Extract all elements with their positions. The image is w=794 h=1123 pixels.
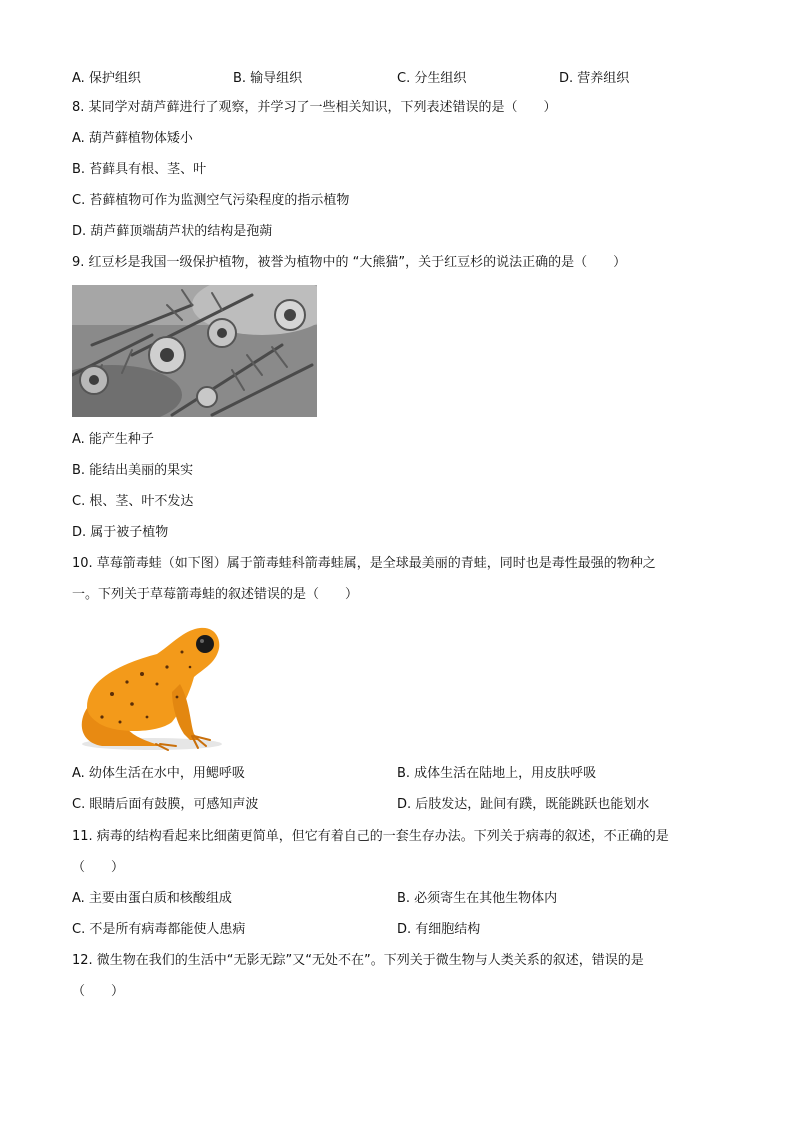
q7-option-c: C. 分生组织 (397, 71, 467, 86)
q8-option-c: C. 苔藓植物可作为监测空气污染程度的指示植物 (72, 193, 350, 208)
q7-option-d: D. 营养组织 (559, 71, 630, 86)
q11-stem-line2: （ ） (72, 860, 125, 875)
q7-option-b: B. 输导组织 (233, 71, 303, 86)
q9-option-a: A. 能产生种子 (72, 432, 154, 447)
q12-stem-line2: （ ） (72, 984, 125, 999)
q11-option-b: B. 必须寄生在其他生物体内 (397, 891, 558, 906)
q11-option-c: C. 不是所有病毒都能使人患病 (72, 922, 246, 937)
q11-option-d: D. 有细胞结构 (397, 922, 481, 937)
frog-photo (72, 622, 232, 752)
q9-stem: 9. 红豆杉是我国一级保护植物，被誉为植物中的 “大熊猫”，关于红豆杉的说法正确的是（ ） (72, 255, 627, 270)
q8-stem: 8. 某同学对葫芦藓进行了观察，并学习了一些相关知识，下列表述错误的是（ ） (72, 100, 557, 115)
q12-stem-line1: 12. 微生物在我们的生活中“无影无踪”又“无处不在”。下列关于微生物与人类关系的叙述，错误的是 (72, 953, 644, 968)
q10-stem-line2: 一。下列关于草莓箭毒蛙的叙述错误的是（ ） (72, 587, 359, 602)
q10-option-d: D. 后肢发达，趾间有蹼，既能跳跃也能划水 (397, 797, 650, 812)
q9-option-c: C. 根、茎、叶不发达 (72, 494, 194, 509)
q10-option-a: A. 幼体生活在水中，用鳃呼吸 (72, 766, 245, 781)
q9-option-b: B. 能结出美丽的果实 (72, 463, 194, 478)
q7-options (72, 67, 722, 85)
q10-option-c: C. 眼睛后面有鼓膜，可感知声波 (72, 797, 259, 812)
q9-option-d: D. 属于被子植物 (72, 525, 169, 540)
q10-stem-line1: 10. 草莓箭毒蛙（如下图）属于箭毒蛙科箭毒蛙属，是全球最美丽的青蛙，同时也是毒性最强的物种之 (72, 556, 656, 571)
q11-option-a: A. 主要由蛋白质和核酸组成 (72, 891, 232, 906)
q8-option-a: A. 葫芦藓植物体矮小 (72, 131, 193, 146)
q7-option-a: A. 保护组织 (72, 71, 141, 86)
q11-stem-line1: 11. 病毒的结构看起来比细菌更简单，但它有着自己的一套生存办法。下列关于病毒的叙述，不正确的是 (72, 829, 669, 844)
q8-option-b: B. 苔藓具有根、茎、叶 (72, 162, 207, 177)
q10-option-b: B. 成体生活在陆地上，用皮肤呼吸 (397, 766, 597, 781)
q8-option-d: D. 葫芦藓顶端葫芦状的结构是孢蒴 (72, 224, 273, 239)
yew-photo (72, 285, 317, 417)
